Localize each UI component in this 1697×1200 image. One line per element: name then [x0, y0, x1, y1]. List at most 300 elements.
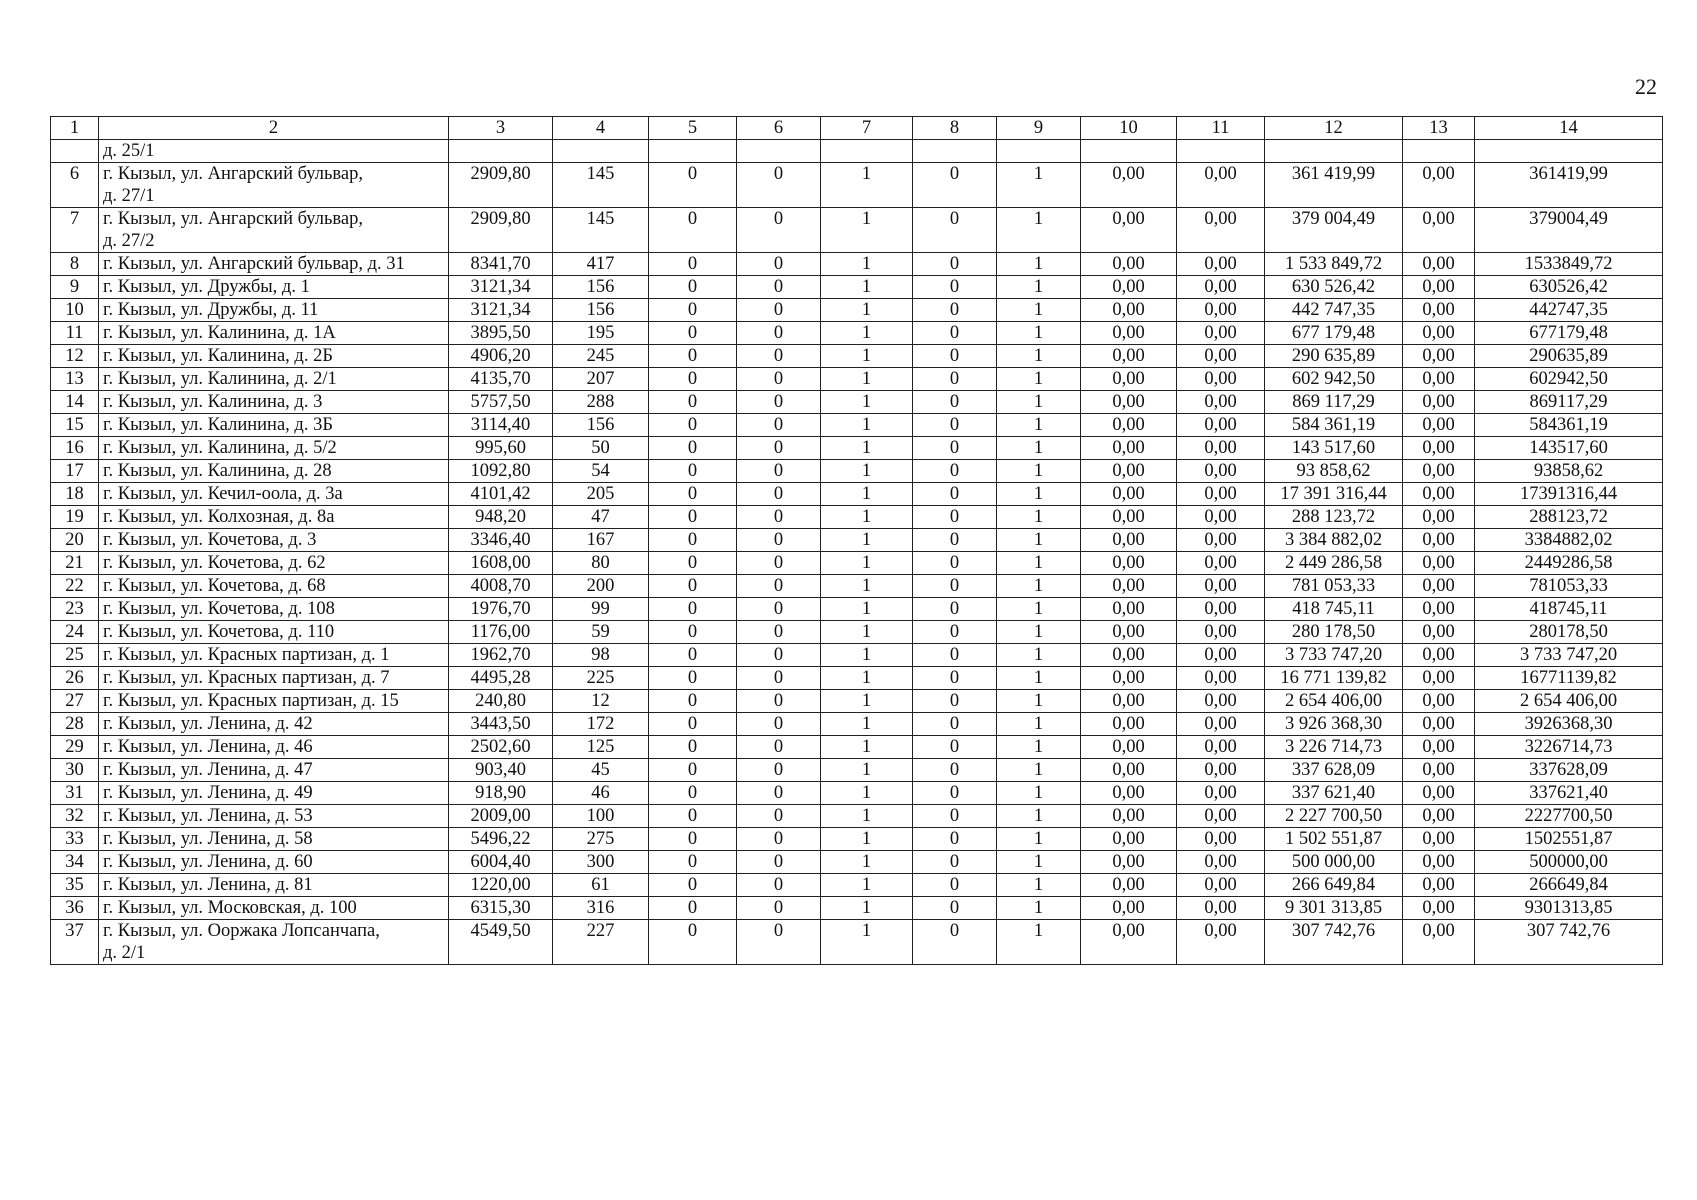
table-cell: 1: [997, 529, 1081, 552]
address-cell: г. Кызыл, ул. Ленина, д. 58: [99, 828, 449, 851]
table-cell: 0,00: [1177, 299, 1265, 322]
table-cell: 2 654 406,00: [1265, 690, 1403, 713]
table-cell: 0,00: [1403, 690, 1475, 713]
table-cell: 11: [51, 322, 99, 345]
table-cell: 0,00: [1403, 782, 1475, 805]
table-cell: 275: [553, 828, 649, 851]
table-cell: 5757,50: [449, 391, 553, 414]
table-cell: 602 942,50: [1265, 368, 1403, 391]
table-cell: 0: [913, 828, 997, 851]
table-cell: 0,00: [1081, 805, 1177, 828]
table-row: [51, 208, 1663, 253]
table-cell: 1: [997, 437, 1081, 460]
table-cell: 0,00: [1177, 529, 1265, 552]
table-cell: 1: [821, 644, 913, 667]
table-cell: 1: [821, 598, 913, 621]
table-cell: 0: [649, 322, 737, 345]
address-cell: г. Кызыл, ул. Ленина, д. 46: [99, 736, 449, 759]
table-cell: 361 419,99: [1265, 163, 1403, 208]
address-cell: г. Кызыл, ул. Ангарский бульвар, д. 31: [99, 253, 449, 276]
address-cell: г. Кызыл, ул. Московская, д. 100: [99, 897, 449, 920]
table-row: [51, 782, 1663, 805]
table-cell: 0,00: [1177, 391, 1265, 414]
table-cell: 1: [821, 874, 913, 897]
table-cell: 0,00: [1177, 506, 1265, 529]
table-cell: 0,00: [1177, 598, 1265, 621]
table-cell: 1: [821, 713, 913, 736]
table-cell: 0: [913, 299, 997, 322]
table-cell: 1: [997, 759, 1081, 782]
table-cell: 99: [553, 598, 649, 621]
table-cell: 442 747,35: [1265, 299, 1403, 322]
address-cell: г. Кызыл, ул. Красных партизан, д. 1: [99, 644, 449, 667]
table-cell: [1475, 140, 1663, 163]
table-cell: 1: [997, 506, 1081, 529]
table-cell: 266 649,84: [1265, 874, 1403, 897]
table-cell: 0: [649, 874, 737, 897]
table-cell: 1: [997, 460, 1081, 483]
table-cell: 0,00: [1081, 483, 1177, 506]
table-cell: 4: [553, 117, 649, 140]
table-cell: 1: [51, 117, 99, 140]
table-cell: 0: [737, 782, 821, 805]
table-cell: 9301313,85: [1475, 897, 1663, 920]
table-cell: 2 227 700,50: [1265, 805, 1403, 828]
table-cell: 1962,70: [449, 644, 553, 667]
table-cell: 167: [553, 529, 649, 552]
table-cell: 6: [737, 117, 821, 140]
table-cell: 98: [553, 644, 649, 667]
table-cell: 1: [997, 345, 1081, 368]
table-cell: 0: [649, 506, 737, 529]
table-cell: 1: [997, 690, 1081, 713]
table-cell: 0: [737, 621, 821, 644]
table-cell: 0: [913, 920, 997, 965]
table-cell: 16 771 139,82: [1265, 667, 1403, 690]
table-cell: 0,00: [1177, 163, 1265, 208]
table-cell: 0: [649, 690, 737, 713]
table-cell: 0,00: [1403, 437, 1475, 460]
address-cell: г. Кызыл, ул. Калинина, д. 5/2: [99, 437, 449, 460]
table-cell: 903,40: [449, 759, 553, 782]
table-cell: 0,00: [1177, 667, 1265, 690]
table-body: [51, 117, 1663, 965]
table-cell: 1: [997, 368, 1081, 391]
table-cell: 80: [553, 552, 649, 575]
table-cell: 0: [649, 621, 737, 644]
table-cell: 23: [51, 598, 99, 621]
table-cell: 9: [51, 276, 99, 299]
table-cell: 0: [737, 598, 821, 621]
table-cell: 0: [737, 874, 821, 897]
table-cell: [1081, 140, 1177, 163]
table-cell: 0: [913, 552, 997, 575]
table-cell: 0,00: [1403, 253, 1475, 276]
table-cell: 0,00: [1403, 575, 1475, 598]
table-row: [51, 529, 1663, 552]
table-cell: 50: [553, 437, 649, 460]
table-cell: 0: [737, 506, 821, 529]
address-cell: г. Кызыл, ул. Кочетова, д. 3: [99, 529, 449, 552]
table-cell: 2009,00: [449, 805, 553, 828]
table-cell: 0,00: [1177, 208, 1265, 253]
table-cell: 0: [913, 690, 997, 713]
table-row: [51, 368, 1663, 391]
table-cell: 0,00: [1177, 345, 1265, 368]
table-cell: 0: [737, 690, 821, 713]
table-cell: 1: [821, 529, 913, 552]
table-cell: 156: [553, 276, 649, 299]
table-cell: 3 226 714,73: [1265, 736, 1403, 759]
table-cell: 13: [1403, 117, 1475, 140]
table-cell: [1177, 140, 1265, 163]
table-cell: 0: [913, 805, 997, 828]
table-cell: 1: [821, 552, 913, 575]
table-cell: 13: [51, 368, 99, 391]
table-cell: 4101,42: [449, 483, 553, 506]
table-cell: 0,00: [1177, 368, 1265, 391]
table-cell: 0,00: [1081, 460, 1177, 483]
address-cell: г. Кызыл, ул. Кочетова, д. 68: [99, 575, 449, 598]
table-cell: 0: [649, 208, 737, 253]
table-cell: 0,00: [1081, 736, 1177, 759]
table-cell: 0: [913, 322, 997, 345]
table-cell: 143 517,60: [1265, 437, 1403, 460]
table-cell: 24: [51, 621, 99, 644]
table-cell: 0: [649, 851, 737, 874]
table-cell: 0,00: [1403, 874, 1475, 897]
table-cell: 0,00: [1403, 736, 1475, 759]
table-row: [51, 322, 1663, 345]
table-cell: 93858,62: [1475, 460, 1663, 483]
table-cell: 0: [913, 460, 997, 483]
table-cell: 8: [913, 117, 997, 140]
table-cell: 0,00: [1403, 208, 1475, 253]
table-cell: 290 635,89: [1265, 345, 1403, 368]
table-cell: 0: [913, 529, 997, 552]
table-row: [51, 828, 1663, 851]
table-cell: 0,00: [1081, 851, 1177, 874]
table-cell: 2909,80: [449, 208, 553, 253]
page-number: 22: [1635, 74, 1657, 99]
table-cell: 0: [737, 897, 821, 920]
table-cell: 995,60: [449, 437, 553, 460]
table-cell: 1: [821, 851, 913, 874]
table-cell: 1: [997, 598, 1081, 621]
registry-table: [50, 116, 1663, 965]
table-cell: 0: [737, 253, 821, 276]
address-cell: г. Кызыл, ул. Калинина, д. 28: [99, 460, 449, 483]
table-cell: 0: [649, 759, 737, 782]
table-cell: 54: [553, 460, 649, 483]
table-cell: 1: [997, 736, 1081, 759]
table-cell: 20: [51, 529, 99, 552]
table-cell: 145: [553, 163, 649, 208]
table-cell: 0,00: [1177, 437, 1265, 460]
table-cell: 266649,84: [1475, 874, 1663, 897]
table-cell: 21: [51, 552, 99, 575]
table-cell: 0,00: [1081, 391, 1177, 414]
table-cell: 781053,33: [1475, 575, 1663, 598]
table-cell: [51, 140, 99, 163]
table-cell: 207: [553, 368, 649, 391]
table-cell: 0: [649, 276, 737, 299]
table-cell: 0: [913, 713, 997, 736]
table-cell: 0: [913, 253, 997, 276]
table-cell: 17: [51, 460, 99, 483]
table-row: [51, 851, 1663, 874]
table-cell: 0: [913, 208, 997, 253]
table-cell: 240,80: [449, 690, 553, 713]
table-cell: 12: [51, 345, 99, 368]
table-cell: 316: [553, 897, 649, 920]
table-cell: 288123,72: [1475, 506, 1663, 529]
table-cell: 1 502 551,87: [1265, 828, 1403, 851]
table-cell: 0: [913, 851, 997, 874]
table-cell: 500 000,00: [1265, 851, 1403, 874]
table-cell: 1: [821, 276, 913, 299]
table-cell: 307 742,76: [1475, 920, 1663, 965]
table-cell: 0: [649, 713, 737, 736]
table-cell: 0,00: [1081, 759, 1177, 782]
table-cell: 0,00: [1081, 345, 1177, 368]
table-cell: 0: [737, 644, 821, 667]
table-cell: 1: [821, 460, 913, 483]
table-cell: 0,00: [1081, 437, 1177, 460]
table-cell: 584 361,19: [1265, 414, 1403, 437]
table-cell: 3 384 882,02: [1265, 529, 1403, 552]
table-cell: 205: [553, 483, 649, 506]
table-cell: 0,00: [1177, 414, 1265, 437]
table-cell: 1: [821, 667, 913, 690]
table-cell: 14: [51, 391, 99, 414]
table-cell: 1: [821, 575, 913, 598]
table-cell: 0: [737, 322, 821, 345]
table-cell: 280 178,50: [1265, 621, 1403, 644]
table-cell: 1: [997, 667, 1081, 690]
table-cell: 17 391 316,44: [1265, 483, 1403, 506]
table-cell: 0,00: [1177, 644, 1265, 667]
table-cell: 0: [649, 644, 737, 667]
table-cell: 31: [51, 782, 99, 805]
table-cell: 0: [913, 897, 997, 920]
table-cell: 0: [649, 483, 737, 506]
address-cell: г. Кызыл, ул. Калинина, д. 2Б: [99, 345, 449, 368]
table-cell: 0,00: [1403, 759, 1475, 782]
table-cell: 0: [737, 736, 821, 759]
table-cell: 1: [997, 299, 1081, 322]
table-cell: 172: [553, 713, 649, 736]
address-cell: г. Кызыл, ул. Ленина, д. 60: [99, 851, 449, 874]
table-cell: 418745,11: [1475, 598, 1663, 621]
table-cell: 280178,50: [1475, 621, 1663, 644]
address-cell: г. Кызыл, ул. Калинина, д. 3Б: [99, 414, 449, 437]
table-cell: 0: [649, 391, 737, 414]
table-cell: 8: [51, 253, 99, 276]
table-row: [51, 644, 1663, 667]
table-cell: 1: [821, 437, 913, 460]
table-cell: 0: [649, 529, 737, 552]
table-cell: 9 301 313,85: [1265, 897, 1403, 920]
table-cell: 3114,40: [449, 414, 553, 437]
table-cell: 0,00: [1177, 759, 1265, 782]
table-cell: 0,00: [1177, 276, 1265, 299]
table-cell: 1533849,72: [1475, 253, 1663, 276]
address-cell: г. Кызыл, ул. Дружбы, д. 11: [99, 299, 449, 322]
address-cell: г. Кызыл, ул. Ленина, д. 81: [99, 874, 449, 897]
table-cell: 0: [913, 368, 997, 391]
table-cell: 0,00: [1403, 805, 1475, 828]
table-cell: 1: [997, 483, 1081, 506]
table-row: [51, 920, 1663, 965]
table-cell: [649, 140, 737, 163]
table-cell: 0: [913, 621, 997, 644]
table-row: [51, 874, 1663, 897]
table-cell: 0: [913, 345, 997, 368]
table-cell: 29: [51, 736, 99, 759]
address-cell: г. Кызыл, ул. Калинина, д. 2/1: [99, 368, 449, 391]
table-cell: 59: [553, 621, 649, 644]
table-row: [51, 759, 1663, 782]
table-cell: 0: [649, 736, 737, 759]
table-cell: 1: [997, 163, 1081, 208]
table-cell: 0: [913, 874, 997, 897]
table-cell: 1: [821, 345, 913, 368]
table-cell: 0,00: [1177, 552, 1265, 575]
table-cell: 7: [821, 117, 913, 140]
table-cell: 3 733 747,20: [1265, 644, 1403, 667]
table-row: [51, 460, 1663, 483]
table-cell: 3384882,02: [1475, 529, 1663, 552]
table-cell: 225: [553, 667, 649, 690]
table-cell: 0,00: [1177, 897, 1265, 920]
table-cell: 14: [1475, 117, 1663, 140]
table-cell: 25: [51, 644, 99, 667]
table-cell: 3121,34: [449, 276, 553, 299]
table-row: [51, 897, 1663, 920]
table-cell: 2909,80: [449, 163, 553, 208]
table-cell: 2 449 286,58: [1265, 552, 1403, 575]
address-cell: г. Кызыл, ул. Ленина, д. 53: [99, 805, 449, 828]
table-cell: [737, 140, 821, 163]
table-cell: 1: [821, 391, 913, 414]
table-cell: 0,00: [1081, 897, 1177, 920]
table-cell: 0: [649, 598, 737, 621]
address-cell: г. Кызыл, ул. Кочетова, д. 62: [99, 552, 449, 575]
table-cell: 0,00: [1403, 368, 1475, 391]
table-cell: 0,00: [1403, 621, 1475, 644]
table-cell: 0,00: [1081, 621, 1177, 644]
table-cell: 0,00: [1081, 644, 1177, 667]
table-cell: 1 533 849,72: [1265, 253, 1403, 276]
table-cell: 1: [821, 368, 913, 391]
table-cell: 0: [913, 414, 997, 437]
table-cell: 16: [51, 437, 99, 460]
table-cell: 32: [51, 805, 99, 828]
address-cell: г. Кызыл, ул. Ангарский бульвар, д. 27/2: [99, 208, 449, 253]
table-cell: 0,00: [1081, 575, 1177, 598]
table-cell: 4135,70: [449, 368, 553, 391]
table-cell: 0,00: [1177, 736, 1265, 759]
table-cell: 1: [997, 276, 1081, 299]
table-cell: 1: [821, 506, 913, 529]
address-cell: г. Кызыл, ул. Ленина, д. 49: [99, 782, 449, 805]
table-cell: 4549,50: [449, 920, 553, 965]
table-cell: 337 621,40: [1265, 782, 1403, 805]
table-cell: 1220,00: [449, 874, 553, 897]
table-cell: 0: [649, 253, 737, 276]
table-cell: 47: [553, 506, 649, 529]
address-cell: г. Кызыл, ул. Дружбы, д. 1: [99, 276, 449, 299]
table-cell: 337621,40: [1475, 782, 1663, 805]
table-row: [51, 483, 1663, 506]
table-cell: 337628,09: [1475, 759, 1663, 782]
table-cell: 34: [51, 851, 99, 874]
table-cell: 0,00: [1081, 322, 1177, 345]
table-cell: 300: [553, 851, 649, 874]
table-cell: 26: [51, 667, 99, 690]
table-cell: 1: [997, 391, 1081, 414]
table-cell: 1: [821, 414, 913, 437]
table-cell: 677179,48: [1475, 322, 1663, 345]
table-cell: 1: [821, 163, 913, 208]
table-cell: [1403, 140, 1475, 163]
table-cell: 0: [913, 506, 997, 529]
table-cell: 1: [821, 208, 913, 253]
table-cell: 0,00: [1177, 713, 1265, 736]
table-cell: 5496,22: [449, 828, 553, 851]
table-cell: 5: [649, 117, 737, 140]
table-cell: 28: [51, 713, 99, 736]
table-cell: 0,00: [1177, 782, 1265, 805]
table-cell: 0,00: [1177, 920, 1265, 965]
table-cell: 1176,00: [449, 621, 553, 644]
table-cell: 145: [553, 208, 649, 253]
table-cell: 1: [821, 920, 913, 965]
table-cell: 0: [913, 598, 997, 621]
table-cell: 1: [821, 299, 913, 322]
table-cell: 0: [737, 208, 821, 253]
table-cell: 0,00: [1403, 828, 1475, 851]
table-cell: 0,00: [1403, 529, 1475, 552]
table-cell: 0,00: [1177, 805, 1265, 828]
table-cell: 0,00: [1403, 163, 1475, 208]
table-cell: 288 123,72: [1265, 506, 1403, 529]
table-cell: 0,00: [1081, 552, 1177, 575]
table-cell: 156: [553, 414, 649, 437]
table-cell: 0: [649, 667, 737, 690]
table-cell: 0,00: [1403, 713, 1475, 736]
table-row: [51, 598, 1663, 621]
address-cell: г. Кызыл, ул. Красных партизан, д. 7: [99, 667, 449, 690]
table-cell: 10: [1081, 117, 1177, 140]
table-cell: 0: [737, 529, 821, 552]
table-row: [51, 713, 1663, 736]
address-cell: г. Кызыл, ул. Калинина, д. 1А: [99, 322, 449, 345]
table-cell: [1265, 140, 1403, 163]
table-row: [51, 690, 1663, 713]
table-cell: 36: [51, 897, 99, 920]
table-cell: 2227700,50: [1475, 805, 1663, 828]
table-cell: 1976,70: [449, 598, 553, 621]
table-cell: 4495,28: [449, 667, 553, 690]
table-cell: 0: [649, 552, 737, 575]
table-cell: 0,00: [1403, 897, 1475, 920]
table-row: [51, 345, 1663, 368]
table-row: [51, 163, 1663, 208]
table-cell: [821, 140, 913, 163]
table-cell: 37: [51, 920, 99, 965]
